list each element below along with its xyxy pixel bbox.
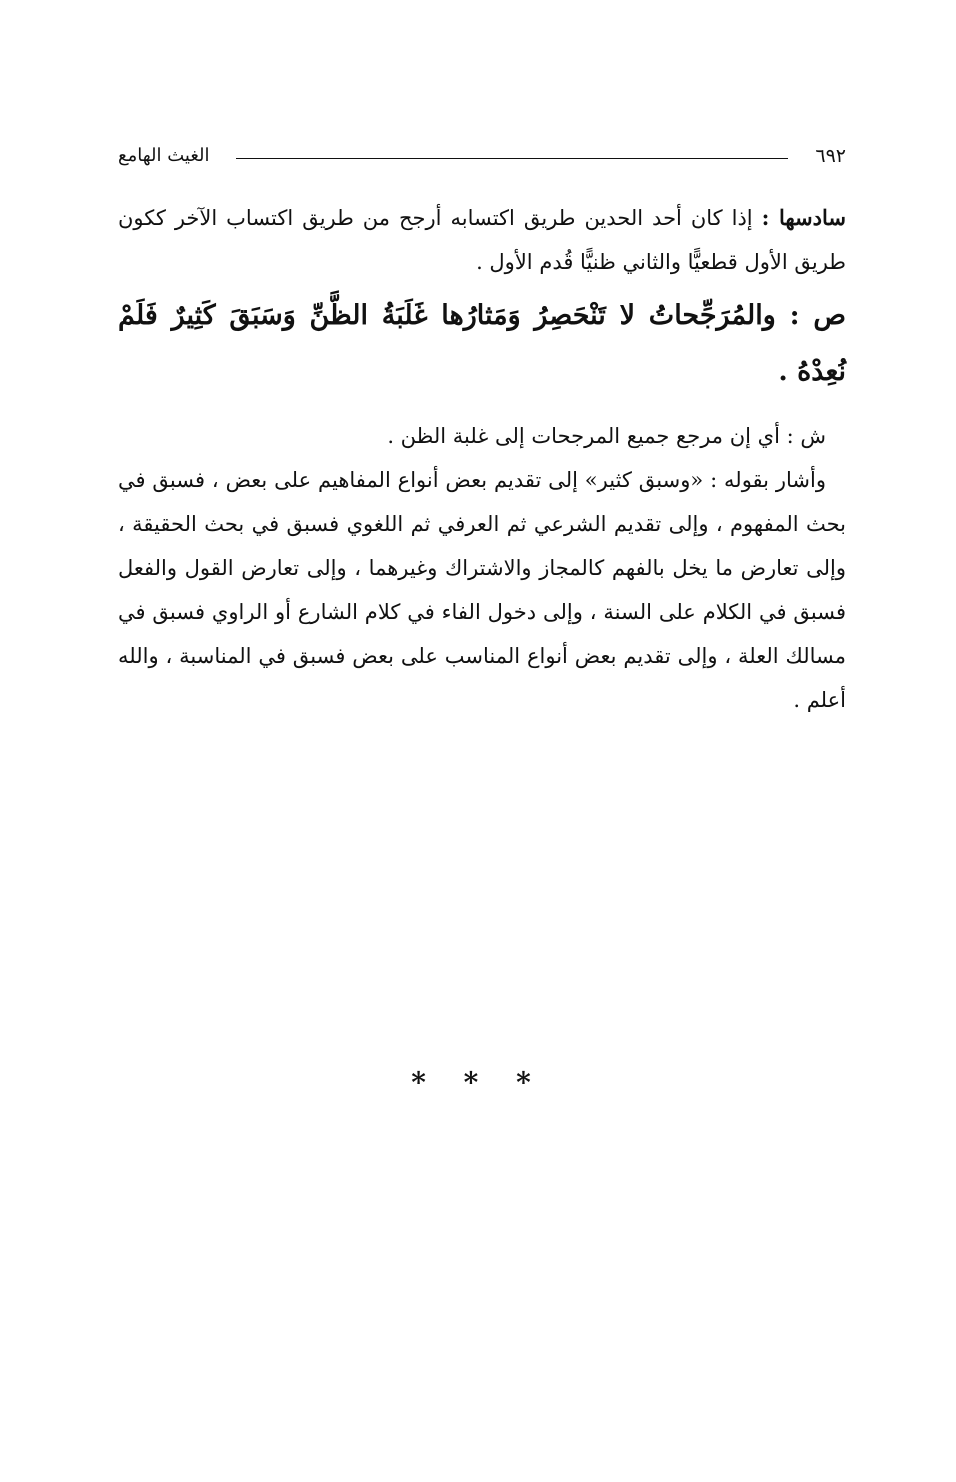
running-title: الغيث الهامع	[118, 145, 210, 166]
paragraph-lead: سادسها :	[761, 205, 846, 230]
paragraph-sixth	[118, 196, 846, 284]
matn-quote: ص : والمُرَجِّحاتُ لا تَنْحَصِرُ وَمَثارُها غَلَبَةُ الظَّنِّ وَسَبَقَ كَثِيرٌ فَلَمْ نُعِدْهُ .	[118, 300, 846, 387]
sharh-paragraph: ش : أي إن مرجع جميع المرجحات إلى غلبة الظن .	[387, 424, 826, 448]
ishara-paragraph: وأشار بقوله : «وسبق كثير» إلى تقديم بعض أنواع المفاهيم على بعض ، فسبق في بحث المفهوم ، وإلى تقديم الشرعي ثم العرفي ثم اللغوي فسبق في بحث الحقيقة ، وإلى تعارض ما يخل بالفهم كالمجاز والاشتراك وغيرهما ، وإلى تعارض القول والفعل فسبق في الكلام على السنة ، وإلى دخول الفاء في كلام الشارع أو الراوي فسبق في مسالك العلة ، وإلى تقديم بعض أنواع المناسب على بعض فسبق في المناسبة ، والله أعلم .	[118, 468, 846, 712]
header-rule	[236, 158, 788, 159]
paragraph-text: إذا كان أحد الحدين طريق اكتسابه أرجح من طريق اكتساب الآخر ككون طريق الأول قطعيًّا والثاني ظنيًّا قُدم الأول .	[118, 206, 846, 274]
section-separator: * * *	[411, 1066, 545, 1099]
page-body	[118, 196, 846, 722]
page-number: ٦٩٢	[815, 145, 846, 167]
page-header	[118, 140, 846, 174]
